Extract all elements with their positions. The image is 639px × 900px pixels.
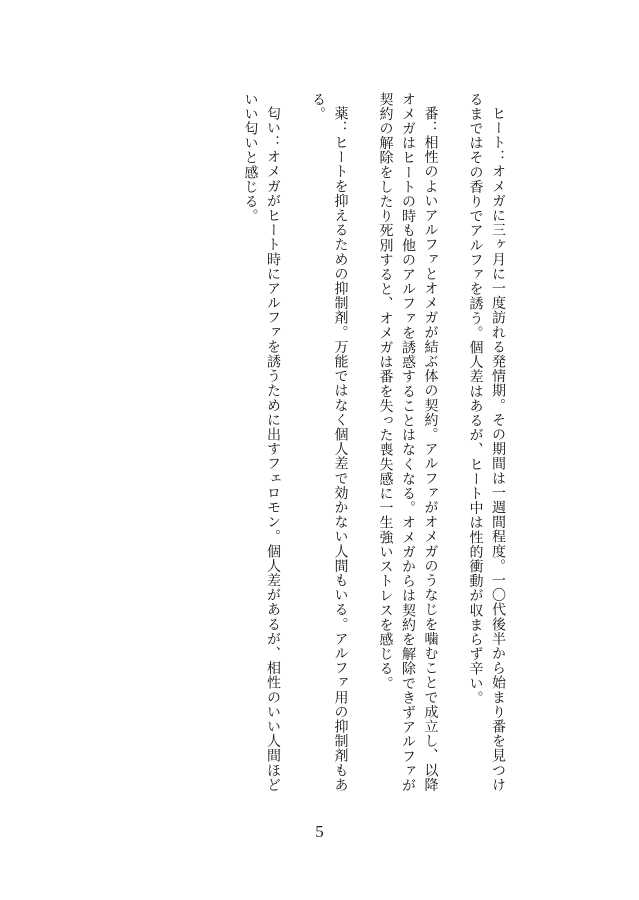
text-line: る。 bbox=[310, 92, 326, 122]
text-line: 匂い：オメガがヒート時にアルファを誘うために出すフェロモン。個人差があるが、相性のいい人間ほど bbox=[265, 106, 281, 793]
glossary-entry-bond bbox=[374, 92, 442, 832]
paragraph-gap bbox=[352, 92, 375, 832]
glossary-entry-heat bbox=[464, 92, 509, 832]
text-line: 契約の解除をしたり死別すると、オメガは番を失った喪失感に一生強いストレスを感じる。 bbox=[377, 92, 394, 691]
text-line: 薬：ヒートを抑えるための抑制剤。万能ではなく個人差で効かない人間もいる。アルファ用の抑制剤もあ bbox=[332, 106, 349, 793]
text-line: いい匂いと感じる。 bbox=[242, 92, 259, 224]
text-line: るまではその香りでアルファを誘う。個人差はあるが、ヒート中は性的衝動が収まらず辛い。 bbox=[467, 92, 484, 706]
text-line: ヒート：オメガに三ヶ月に一度訪れる発情期。その期間は一週間程度。一〇代後半から始まり番を見つけ bbox=[490, 106, 506, 793]
text-line: 番：相性のよいアルファとオメガが結ぶ体の契約。アルファがオメガのうなじを噛むことで成立し、以降 bbox=[422, 106, 439, 793]
glossary-text bbox=[239, 92, 509, 832]
paragraph-gap bbox=[284, 92, 307, 832]
text-line: オメガはヒートの時も他のアルファを誘惑することはなくなる。オメガからは契約を解除できずアルファが bbox=[400, 92, 416, 793]
glossary-entry-scent bbox=[239, 92, 284, 832]
glossary-entry-medicine bbox=[307, 92, 352, 832]
page-number: 5 bbox=[315, 822, 324, 841]
paragraph-gap bbox=[442, 92, 465, 832]
